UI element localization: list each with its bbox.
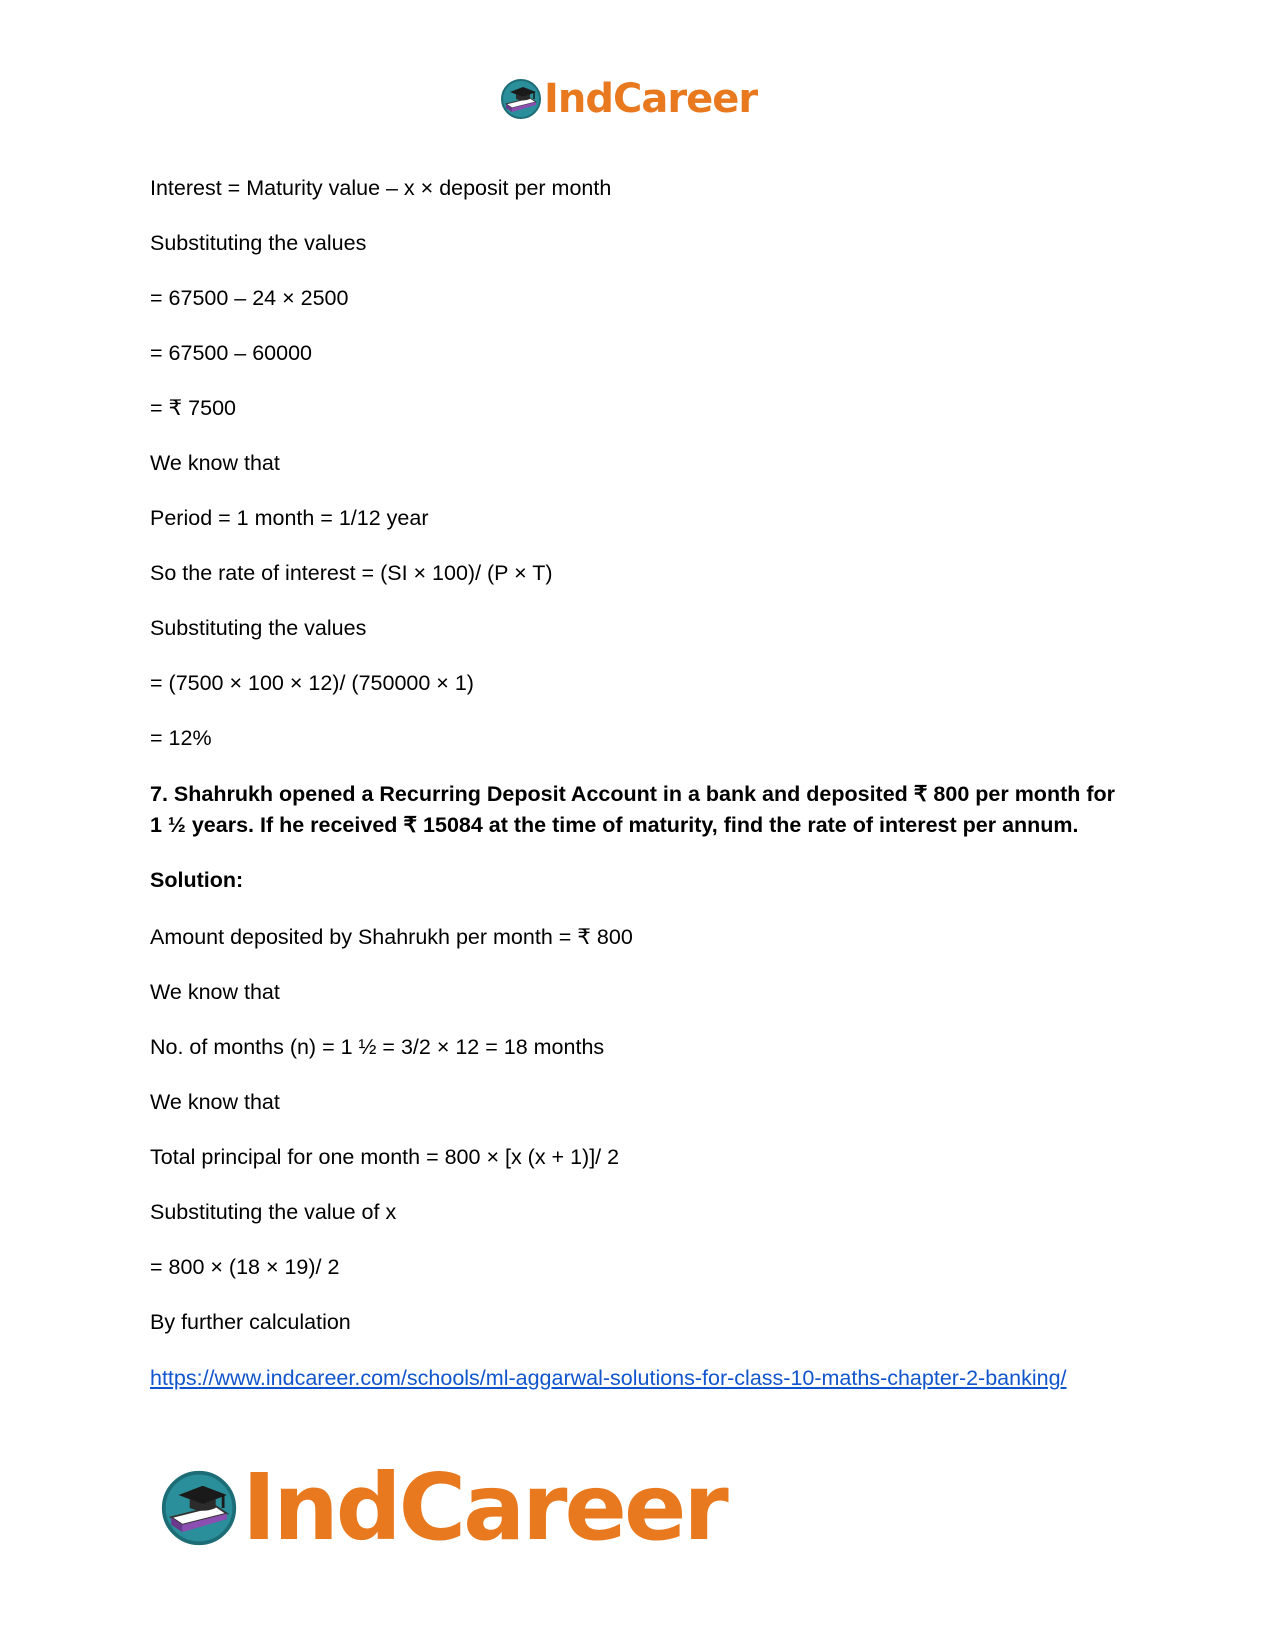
- question-text: 7. Shahrukh opened a Recurring Deposit Account in a bank and deposited ₹ 800 per month for 1 ½ years. If he received ₹ 15084 at the time of maturity, find the rate of interest per annum.: [150, 782, 1121, 837]
- text-line: So the rate of interest = (SI × 100)/ (P × T): [150, 561, 553, 585]
- logo-wordmark: IndCareer: [544, 76, 758, 122]
- solution-line: We know that: [150, 1090, 280, 1114]
- solution-line: By further calculation: [150, 1310, 351, 1334]
- solution-line: Substituting the value of x: [150, 1200, 397, 1224]
- text-line: = ₹ 7500: [150, 396, 237, 420]
- text-line: = 67500 – 24 × 2500: [150, 286, 349, 310]
- header-logo: [500, 78, 757, 120]
- solution-line: No. of months (n) = 1 ½ = 3/2 × 12 = 18 months: [150, 1035, 605, 1059]
- footer-logo: [160, 1454, 726, 1561]
- solution-line: Total principal for one month = 800 × [x (x + 1)]/ 2: [150, 1145, 620, 1169]
- text-line: Substituting the values: [150, 231, 367, 255]
- text-line: Interest = Maturity value – x × deposit per month: [150, 176, 612, 200]
- solution-heading: Solution:: [150, 868, 244, 892]
- solution-line: = 800 × (18 × 19)/ 2: [150, 1255, 340, 1279]
- document-body: [150, 174, 1130, 1394]
- text-line: = (7500 × 100 × 12)/ (750000 × 1): [150, 671, 474, 695]
- source-link[interactable]: https://www.indcareer.com/schools/ml-aggarwal-solutions-for-class-10-maths-chapter-2-banking/: [150, 1366, 1067, 1390]
- graduation-cap-book-icon: [160, 1469, 238, 1547]
- text-line: Period = 1 month = 1/12 year: [150, 506, 429, 530]
- text-line: = 67500 – 60000: [150, 341, 313, 365]
- text-line: = 12%: [150, 726, 212, 750]
- solution-line: We know that: [150, 980, 280, 1004]
- logo-wordmark: IndCareer: [242, 1454, 726, 1561]
- text-line: We know that: [150, 451, 280, 475]
- solution-line: Amount deposited by Shahrukh per month = ₹ 800: [150, 925, 633, 949]
- graduation-cap-book-icon: [500, 78, 542, 120]
- text-line: Substituting the values: [150, 616, 367, 640]
